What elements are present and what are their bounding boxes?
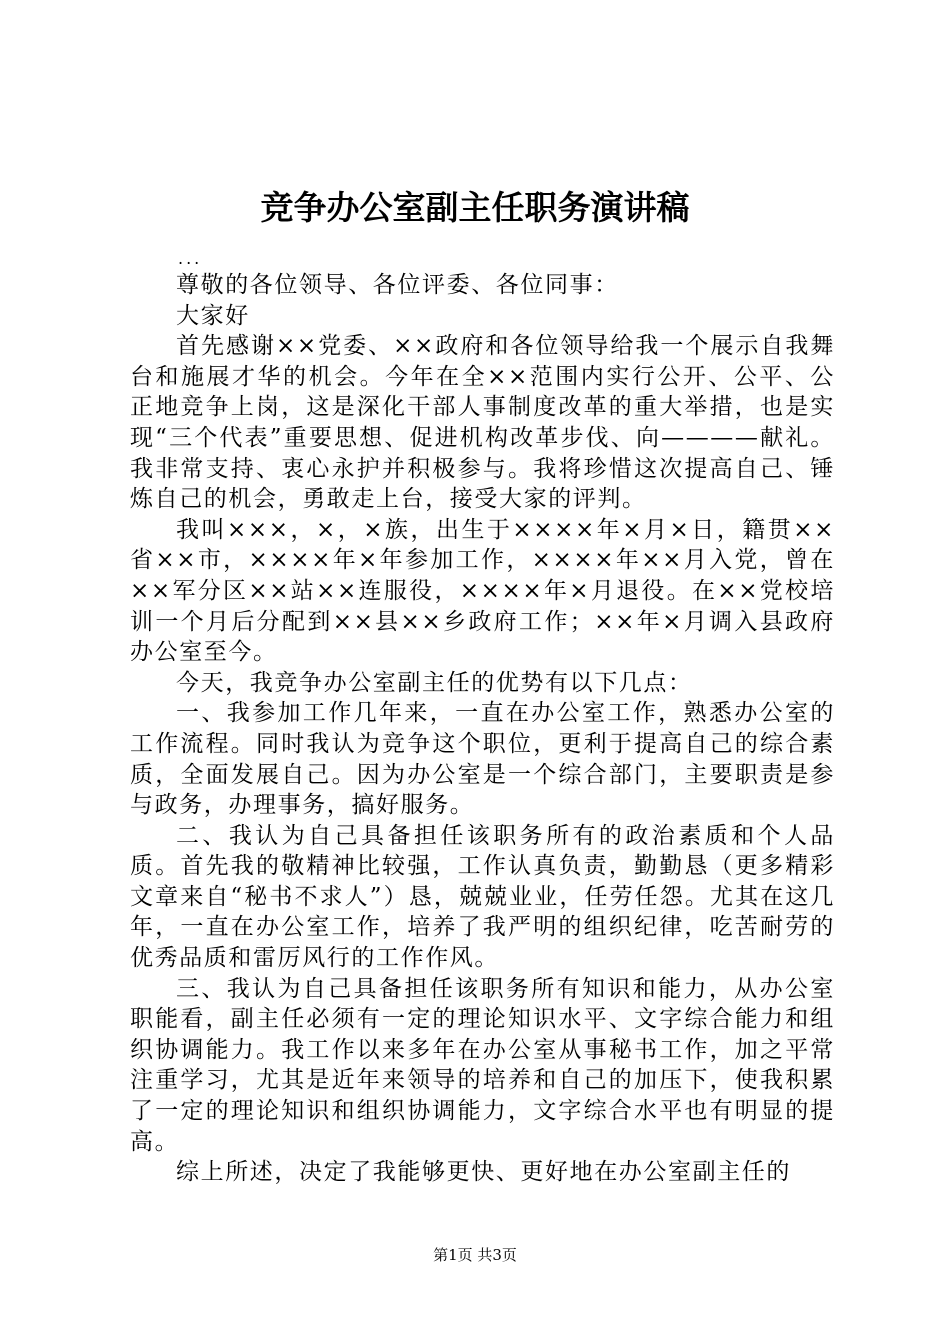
document-body (130, 270, 835, 1188)
salutation: 尊敬的各位领导、各位评委、各位同事： (176, 272, 619, 298)
greeting: 大家好 (176, 302, 250, 329)
paragraph-thanks: 首先感谢××党委、××政府和各位领导给我一个展示自我舞台和施展才华的机会。今年在全××范围内实行公开、公平、公正地竞争上岗，这是深化干部人事制度改革的重大举措，也是实现“三个代表”重要思想、促进机构改革步伐、向————献礼。我非常支持、衷心永护并积极参与。我将珍惜这次提高自己、锤炼自己的机会，勇敢走上台，接受大家的评判。 (130, 333, 835, 513)
paragraph-advantage-3: 三、我认为自己具备担任该职务所有知识和能力，从办公室职能看，副主任必须有一定的理论知识水平、文字综合能力和组织协调能力。我工作以来多年在办公室从事秘书工作，加之平常注重学习，尤其是近年来领导的培养和自己的加压下，使我积累了一定的理论知识和组织协调能力，文字综合水平也有明显的提高。 (130, 975, 835, 1155)
paragraph-summary: 综上所述，决定了我能够更快、更好地在办公室副主任的 (176, 1159, 791, 1186)
paragraph-advantages-intro: 今天，我竞争办公室副主任的优势有以下几点： (176, 669, 693, 696)
document-title: 竞争办公室副主任职务演讲稿 (260, 188, 690, 227)
paragraph-self-intro: 我叫×××，×，×族，出生于××××年×月×日，籍贯××省××市，××××年×年参加工作，××××年××月入党，曾在××军分区××站××连服役，××××年×月退役。在××党校培训一个月后分配到××县××乡政府工作；××年×月调入县政府办公室至今。 (130, 516, 835, 666)
paragraph-advantage-2: 二、我认为自己具备担任该职务所有的政治素质和个人品质。首先我的敬精神比较强，工作认真负责，勤勤恳（更多精彩文章来自“秘书不求人”）恳，兢兢业业，任劳任怨。尤其在这几年，一直在办公室工作，培养了我严明的组织纪律，吃苦耐劳的优秀品质和雷厉风行的工作作风。 (130, 822, 835, 972)
paragraph-advantage-1: 一、我参加工作几年来，一直在办公室工作，熟悉办公室的工作流程。同时我认为竞争这个职位，更利于提高自己的综合素质，全面发展自己。因为办公室是一个综合部门，主要职责是参与政务，办理事务，搞好服务。 (130, 700, 835, 819)
ellipsis-marker: ... (178, 249, 203, 268)
page-footer: 第1页 共3页 (433, 1246, 517, 1264)
